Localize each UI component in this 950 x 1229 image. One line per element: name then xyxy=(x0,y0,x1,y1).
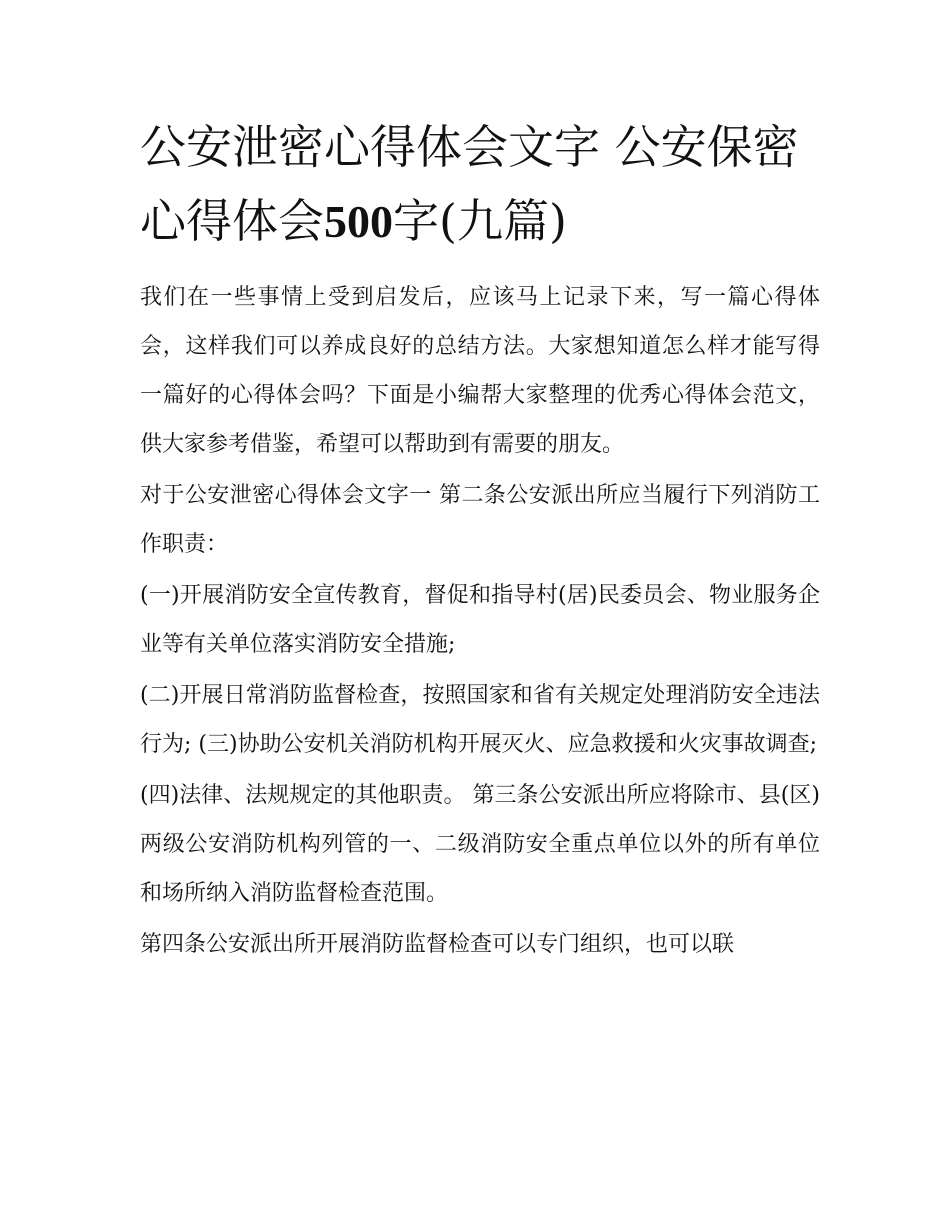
document-page xyxy=(140,110,820,971)
paragraph-article-4: 第四条公安派出所开展消防监督检查可以专门组织，也可以联 xyxy=(140,932,735,957)
paragraph-article-2: 对于公安泄密心得体会文字一 第二条公安派出所应当履行下列消防工作职责： xyxy=(140,483,820,557)
document-body xyxy=(140,273,820,969)
paragraph-intro: 我们在一些事情上受到启发后，应该马上记录下来，写一篇心得体会，这样我们可以养成良好的总结方法。大家想知道怎么样才能写得一篇好的心得体会吗？下面是小编帮大家整理的优秀心得体会范文，供大家参考借鉴，希望可以帮助到有需要的朋友。 xyxy=(140,285,820,457)
paragraph-item-2-3: (二)开展日常消防监督检查，按照国家和省有关规定处理消防安全违法行为; (三)协助公安机关消防机构开展灭火、应急救援和火灾事故调查; xyxy=(140,683,820,757)
document-title: 公安泄密心得体会文字 公安保密心得体会500字(九篇) xyxy=(140,120,799,248)
paragraph-item-1: (一)开展消防安全宣传教育，督促和指导村(居)民委员会、物业服务企业等有关单位落实消防安全措施; xyxy=(140,583,820,657)
paragraph-item-4-article-3: (四)法律、法规规定的其他职责。 第三条公安派出所应将除市、县(区)两级公安消防机构列管的一、二级消防安全重点单位以外的所有单位和场所纳入消防监督检查范围。 xyxy=(140,783,820,906)
title-number: 500 xyxy=(324,196,393,247)
